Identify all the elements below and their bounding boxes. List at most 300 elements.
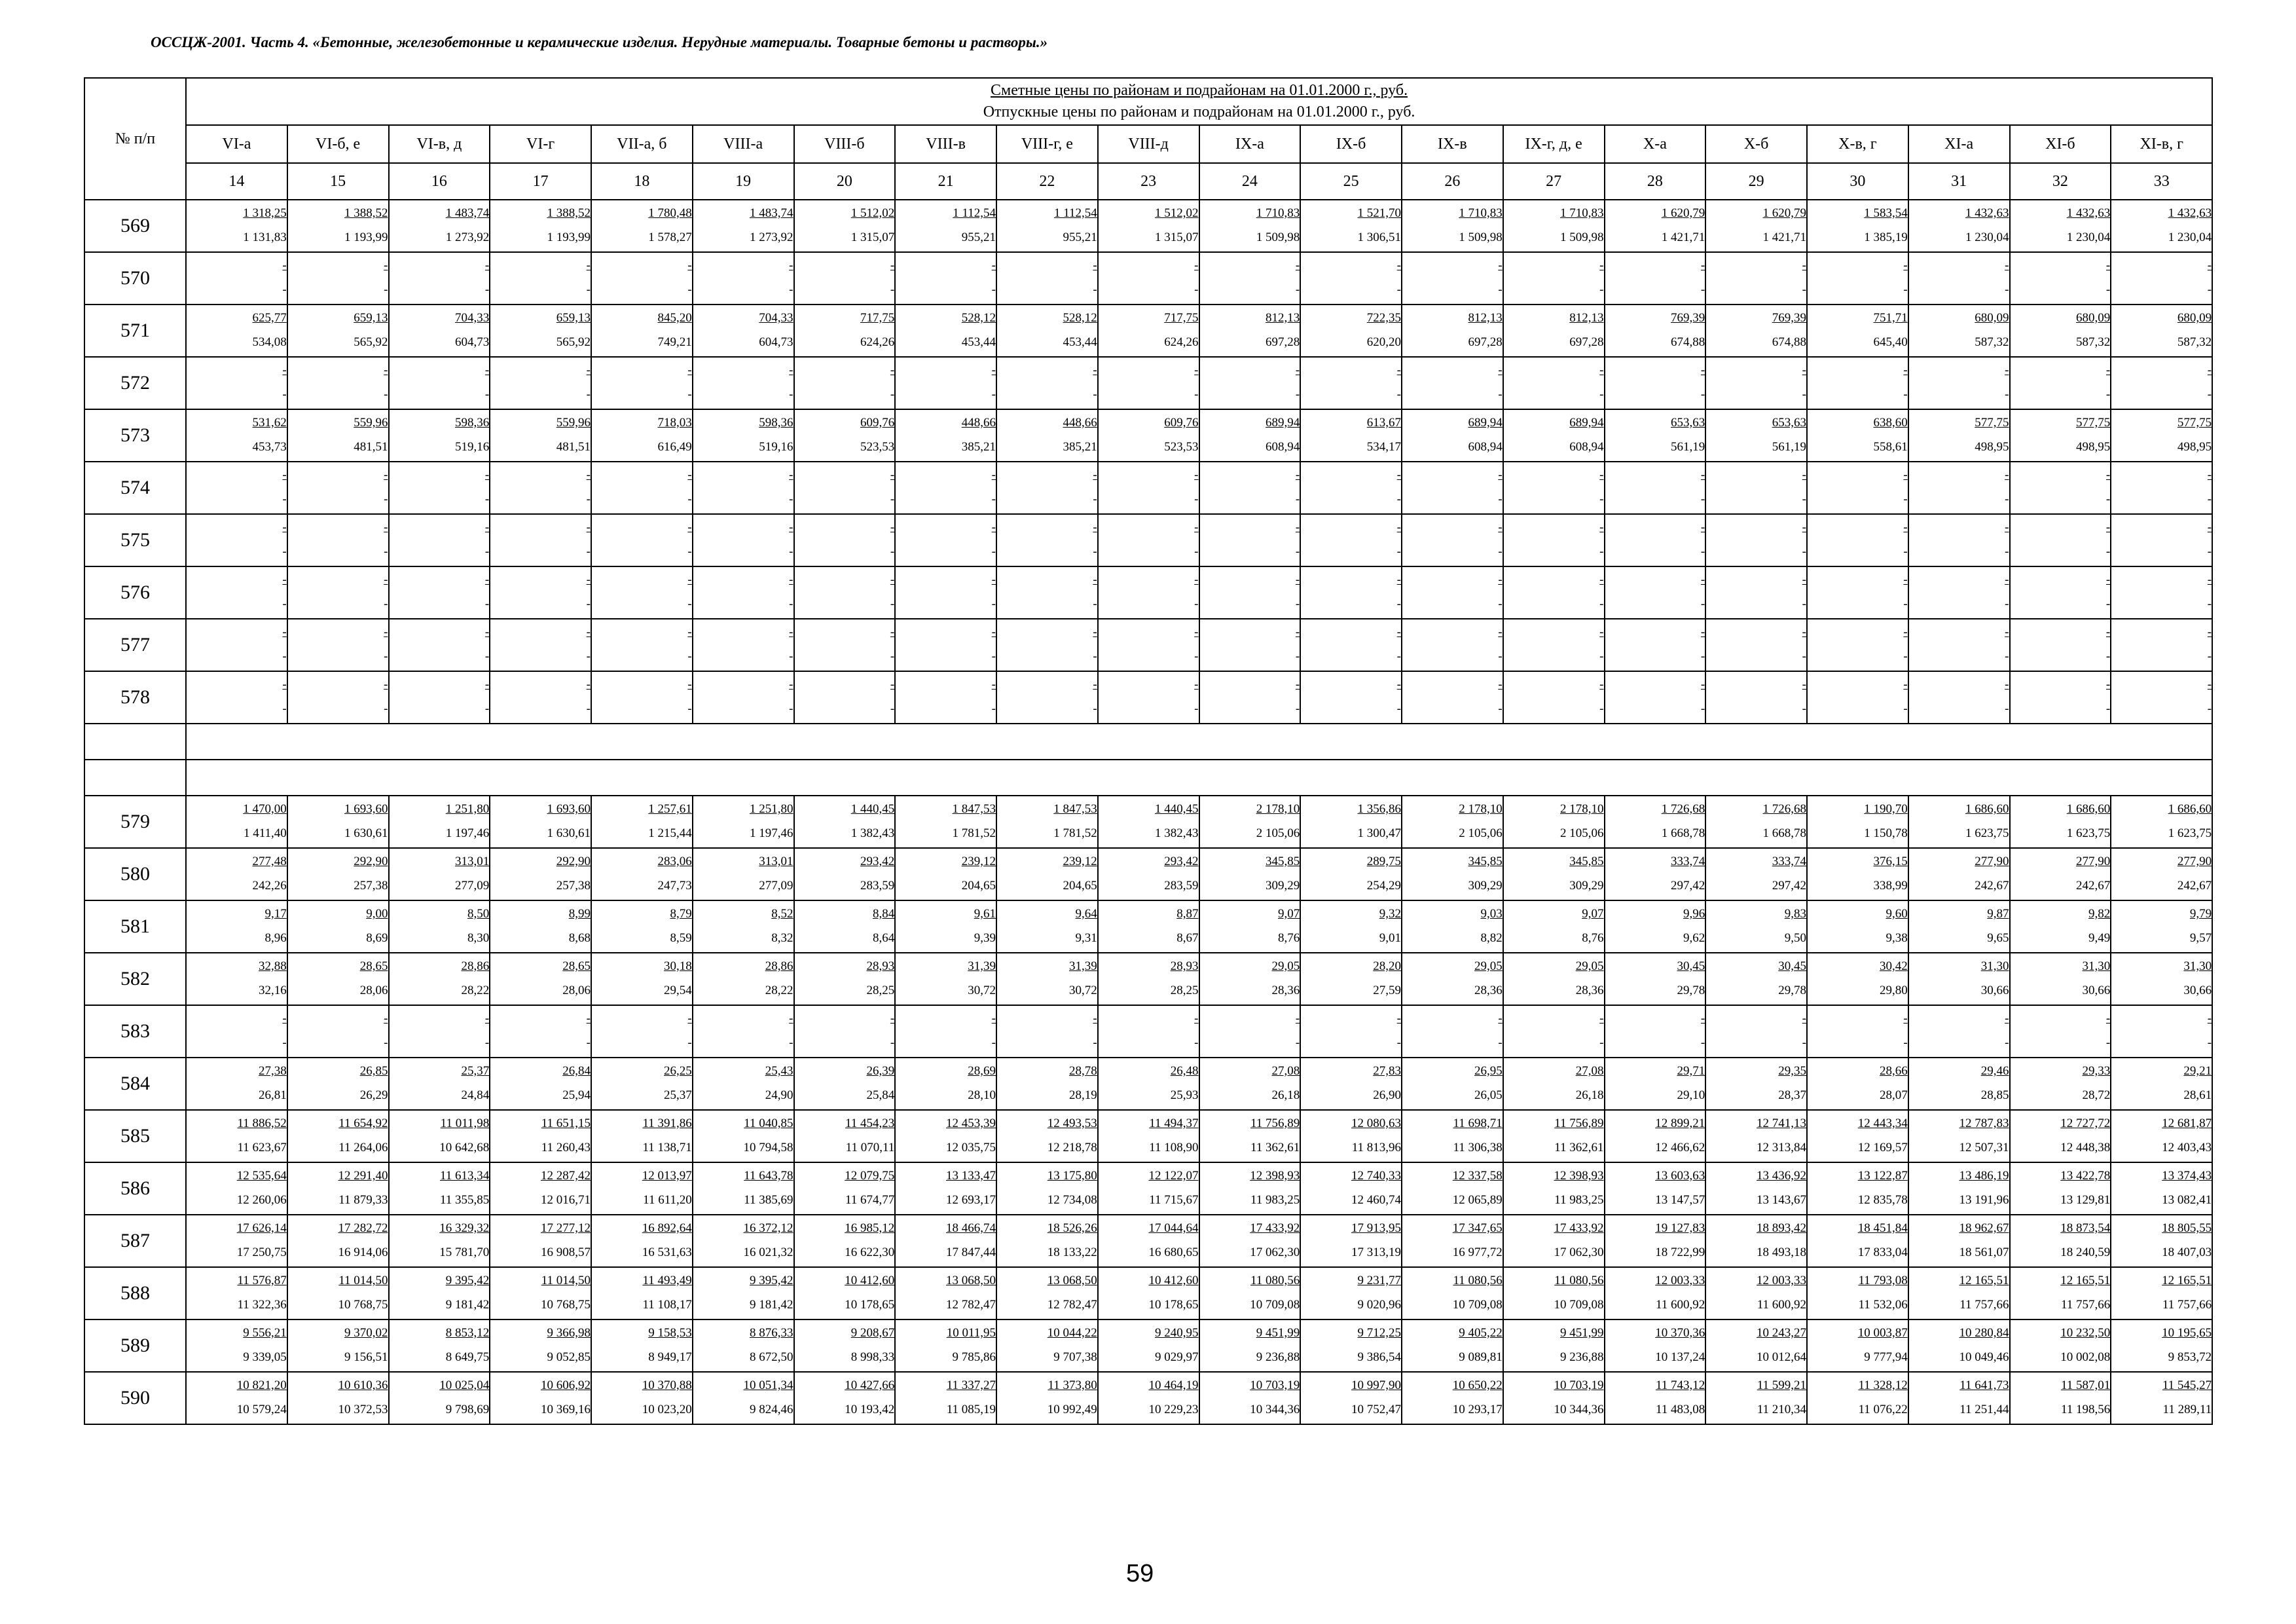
estimate-price: 10 280,84: [1959, 1326, 2009, 1340]
price-cell: [1300, 1215, 1402, 1267]
price-cell: [1098, 900, 1199, 953]
estimate-price: 18 526,26: [1047, 1221, 1097, 1235]
release-price: 561,19: [1671, 440, 1705, 454]
estimate-price: -: [1498, 259, 1503, 272]
price-cell: [1908, 200, 2010, 252]
estimate-price: 10 703,19: [1554, 1378, 1604, 1392]
release-price: 12 693,17: [946, 1193, 996, 1207]
estimate-price: -: [384, 678, 388, 692]
table-row: [84, 1110, 2212, 1162]
row-number: 577: [84, 619, 186, 671]
estimate-price: 11 576,87: [237, 1274, 287, 1287]
release-price: 10 768,75: [541, 1298, 591, 1312]
release-price: 11 600,92: [1757, 1298, 1806, 1312]
estimate-price: 9 395,42: [750, 1274, 793, 1287]
release-price: 11 757,66: [2162, 1298, 2212, 1312]
price-cell: [1605, 796, 1706, 848]
price-cell: [1199, 1005, 1301, 1058]
estimate-price: 9 158,53: [648, 1326, 692, 1340]
estimate-price: 1 388,52: [344, 206, 388, 220]
price-cell: [1300, 409, 1402, 462]
release-price: -: [890, 545, 895, 559]
price-cell: [693, 409, 794, 462]
release-price: -: [991, 1036, 996, 1050]
price-cell: [1705, 514, 1807, 566]
price-cell: [1199, 514, 1301, 566]
region-header: VII-а, б: [591, 125, 693, 163]
price-cell: [996, 796, 1098, 848]
price-cell: [1503, 514, 1605, 566]
release-price: 498,95: [1975, 440, 2009, 454]
price-cell: [1300, 566, 1402, 619]
estimate-price: -: [1498, 625, 1503, 639]
release-price: 558,61: [1873, 440, 1908, 454]
estimate-price: 1 693,60: [344, 802, 388, 816]
price-cell: [2111, 1005, 2212, 1058]
region-header: X-в, г: [1807, 125, 1908, 163]
estimate-price: 11 014,50: [541, 1274, 591, 1287]
estimate-price: -: [1599, 1012, 1604, 1025]
price-cell: [287, 953, 389, 1005]
release-price: -: [1700, 283, 1705, 297]
release-price: 11 532,06: [1858, 1298, 1908, 1312]
price-cell: [186, 304, 287, 357]
estimate-price: 718,03: [657, 416, 692, 430]
estimate-price: 717,75: [860, 311, 895, 325]
price-cell: [1605, 1162, 1706, 1215]
price-cell: [794, 1320, 896, 1372]
estimate-price: -: [1295, 625, 1300, 639]
row-number: 580: [84, 848, 186, 900]
price-cell: [1199, 1320, 1301, 1372]
release-price: -: [586, 650, 591, 663]
price-cell: [895, 566, 996, 619]
region-header: VI-б, е: [287, 125, 389, 163]
estimate-price: 313,01: [455, 855, 490, 868]
estimate-price: 29,05: [1271, 959, 1300, 973]
price-cell: [996, 900, 1098, 953]
price-cell: [996, 1372, 1098, 1424]
estimate-price: -: [1498, 573, 1503, 587]
estimate-price: 11 454,23: [845, 1116, 895, 1130]
price-cell: [1705, 200, 1807, 252]
estimate-price: -: [484, 678, 490, 692]
estimate-price: 13 133,47: [946, 1169, 996, 1183]
estimate-price: 812,13: [1468, 311, 1503, 325]
table-row: [84, 357, 2212, 409]
estimate-price: 9,03: [1480, 907, 1503, 921]
release-price: -: [789, 545, 793, 559]
estimate-price: 13 068,50: [946, 1274, 996, 1287]
price-cell: [1199, 1215, 1301, 1267]
release-price: -: [2005, 388, 2009, 401]
release-price: 28,61: [2183, 1088, 2212, 1102]
price-cell: [1503, 1005, 1605, 1058]
estimate-price: 769,39: [1772, 311, 1806, 325]
price-cell: [1605, 304, 1706, 357]
estimate-price: 1 112,54: [953, 206, 996, 220]
estimate-price: -: [384, 1012, 388, 1025]
release-price: -: [1295, 1036, 1300, 1050]
estimate-price: -: [1295, 1012, 1300, 1025]
price-cell: [1300, 514, 1402, 566]
price-cell: [1300, 357, 1402, 409]
release-price: 1 230,04: [2066, 231, 2111, 244]
release-price: 9 386,54: [1357, 1350, 1401, 1364]
price-cell: [1402, 953, 1503, 1005]
release-price: -: [1194, 283, 1199, 297]
release-price: 697,28: [1266, 335, 1300, 349]
estimate-price: -: [282, 1012, 287, 1025]
release-price: 1 509,98: [1256, 231, 1300, 244]
release-price: 10 709,08: [1250, 1298, 1300, 1312]
price-cell: [1199, 1162, 1301, 1215]
estimate-price: 680,09: [2076, 311, 2111, 325]
price-cell: [287, 514, 389, 566]
release-price: -: [1802, 650, 1806, 663]
estimate-price: -: [1599, 259, 1604, 272]
estimate-price: 9,07: [1582, 907, 1604, 921]
estimate-price: 9,17: [264, 907, 287, 921]
release-price: -: [1498, 597, 1503, 611]
release-price: 13 143,67: [1757, 1193, 1806, 1207]
release-price: -: [282, 702, 287, 716]
release-price: 309,29: [1266, 879, 1300, 893]
estimate-price: -: [1194, 573, 1199, 587]
column-number: 14: [186, 163, 287, 200]
estimate-price: -: [1903, 1012, 1908, 1025]
release-price: 11 210,34: [1757, 1403, 1806, 1416]
estimate-price: 653,63: [1772, 416, 1806, 430]
price-cell: [1098, 848, 1199, 900]
estimate-price: 559,96: [556, 416, 591, 430]
estimate-price: 11 373,80: [1048, 1378, 1097, 1392]
estimate-price: -: [2005, 468, 2009, 482]
estimate-price: -: [890, 678, 895, 692]
estimate-price: -: [2105, 625, 2111, 639]
estimate-price: 31,30: [1980, 959, 2009, 973]
release-price: -: [282, 597, 287, 611]
price-cell: [1605, 1110, 1706, 1162]
release-price: 28,22: [765, 984, 793, 997]
release-price: 1 230,04: [1965, 231, 2009, 244]
price-cell: [693, 671, 794, 724]
estimate-price: -: [687, 521, 692, 534]
price-cell: [2111, 1372, 2212, 1424]
estimate-price: -: [2207, 468, 2212, 482]
release-price: 8,59: [670, 931, 692, 945]
release-price: -: [2005, 650, 2009, 663]
price-cell: [1199, 1267, 1301, 1320]
estimate-price: 12 165,51: [2060, 1274, 2111, 1287]
price-cell: [1402, 1110, 1503, 1162]
release-price: 10 992,49: [1047, 1403, 1097, 1416]
estimate-price: 11 613,34: [439, 1169, 490, 1183]
price-cell: [1199, 566, 1301, 619]
price-cell: [490, 619, 591, 671]
price-cell: [1908, 900, 2010, 953]
release-price: 29,78: [1677, 984, 1705, 997]
price-cell: [1503, 1058, 1605, 1110]
release-price: 1 230,04: [2168, 231, 2212, 244]
price-cell: [1807, 671, 1908, 724]
estimate-price: -: [586, 1012, 591, 1025]
estimate-price: 28,93: [1170, 959, 1199, 973]
release-price: 8 672,50: [750, 1350, 793, 1364]
estimate-price: 11 651,15: [541, 1116, 591, 1130]
price-cell: [287, 796, 389, 848]
release-price: 29,10: [1677, 1088, 1705, 1102]
price-cell: [1503, 1110, 1605, 1162]
price-cell: [591, 953, 693, 1005]
price-cell: [2111, 1162, 2212, 1215]
release-price: -: [1194, 1036, 1199, 1050]
release-price: 1 630,61: [344, 826, 388, 840]
price-cell: [2111, 200, 2212, 252]
release-price: -: [1903, 545, 1908, 559]
estimate-price: 10 997,90: [1351, 1378, 1401, 1392]
estimate-price: 27,38: [259, 1064, 287, 1078]
estimate-price: -: [384, 363, 388, 377]
estimate-price: 12 535,64: [236, 1169, 287, 1183]
price-cell: [389, 1215, 490, 1267]
estimate-price: 12 079,75: [845, 1169, 895, 1183]
price-cell: [895, 796, 996, 848]
release-price: -: [1903, 388, 1908, 401]
estimate-price: 27,83: [1373, 1064, 1401, 1078]
estimate-price: -: [1295, 363, 1300, 377]
table-row: [84, 953, 2212, 1005]
price-cell: [1908, 796, 2010, 848]
release-price: -: [1498, 492, 1503, 506]
estimate-price: -: [384, 573, 388, 587]
release-price: 697,28: [1468, 335, 1503, 349]
estimate-price: 277,48: [252, 855, 287, 868]
price-cell: [794, 409, 896, 462]
price-cell: [1908, 1162, 2010, 1215]
estimate-price: 9 405,22: [1459, 1326, 1503, 1340]
price-cell: [1098, 796, 1199, 848]
price-cell: [2010, 566, 2111, 619]
estimate-price: 333,74: [1671, 855, 1705, 868]
price-cell: [490, 252, 591, 304]
release-price: 608,94: [1266, 440, 1300, 454]
release-price: -: [586, 702, 591, 716]
price-cell: [1705, 671, 1807, 724]
release-price: 587,32: [2076, 335, 2111, 349]
estimate-price: 11 698,71: [1453, 1116, 1503, 1130]
price-cell: [693, 357, 794, 409]
price-cell: [996, 566, 1098, 619]
estimate-price: -: [1700, 363, 1705, 377]
estimate-price: -: [789, 521, 793, 534]
price-cell: [186, 462, 287, 514]
price-cell: [490, 357, 591, 409]
price-cell: [1402, 566, 1503, 619]
price-cell: [895, 848, 996, 900]
release-price: 29,78: [1778, 984, 1806, 997]
estimate-price: 1 686,60: [1965, 802, 2009, 816]
estimate-price: -: [282, 521, 287, 534]
estimate-price: 277,90: [1975, 855, 2009, 868]
price-cell: [1402, 1215, 1503, 1267]
price-cell: [591, 304, 693, 357]
price-cell: [1705, 848, 1807, 900]
estimate-price: 28,78: [1069, 1064, 1097, 1078]
estimate-price: 9,32: [1379, 907, 1401, 921]
region-header: VIII-в: [895, 125, 996, 163]
price-cell: [895, 1320, 996, 1372]
release-price: 11 715,67: [1149, 1193, 1199, 1207]
release-price: 247,73: [657, 879, 692, 893]
row-number: 584: [84, 1058, 186, 1110]
estimate-price: -: [991, 363, 996, 377]
estimate-price: -: [2005, 259, 2009, 272]
price-cell: [186, 619, 287, 671]
release-price: 11 198,56: [2060, 1403, 2111, 1416]
price-cell: [1098, 409, 1199, 462]
price-cell: [2010, 953, 2111, 1005]
release-price: -: [1295, 545, 1300, 559]
price-cell: [490, 1215, 591, 1267]
price-cell: [1402, 619, 1503, 671]
release-price: 1 623,75: [2066, 826, 2111, 840]
release-price: -: [1903, 597, 1908, 611]
release-price: 18 407,03: [2162, 1246, 2212, 1259]
release-price: -: [991, 388, 996, 401]
price-cell: [2111, 1110, 2212, 1162]
release-price: -: [1498, 702, 1503, 716]
release-price: -: [1599, 1036, 1604, 1050]
price-cell: [490, 566, 591, 619]
price-cell: [1402, 796, 1503, 848]
estimate-price: 17 626,14: [236, 1221, 287, 1235]
release-price: -: [1802, 283, 1806, 297]
estimate-price: -: [1194, 521, 1199, 534]
price-cell: [1705, 566, 1807, 619]
estimate-price: -: [484, 259, 490, 272]
release-price: 12 835,78: [1857, 1193, 1908, 1207]
estimate-price: -: [1093, 521, 1097, 534]
estimate-price: -: [2105, 468, 2111, 482]
release-price: -: [2105, 1036, 2111, 1050]
release-price: -: [2005, 597, 2009, 611]
price-cell: [1199, 200, 1301, 252]
price-cell: [2111, 357, 2212, 409]
release-price: -: [586, 388, 591, 401]
release-price: 11 757,66: [1959, 1298, 2009, 1312]
price-cell: [1199, 304, 1301, 357]
estimate-price: -: [1700, 625, 1705, 639]
estimate-price: 28,65: [359, 959, 388, 973]
estimate-price: -: [1194, 468, 1199, 482]
estimate-price: 17 347,65: [1452, 1221, 1503, 1235]
release-price: 28,19: [1069, 1088, 1097, 1102]
release-price: 1 273,92: [445, 231, 490, 244]
price-cell: [1503, 566, 1605, 619]
release-price: -: [2105, 388, 2111, 401]
price-cell: [1705, 796, 1807, 848]
estimate-price: -: [789, 259, 793, 272]
price-cell: [1605, 848, 1706, 900]
release-price: 8,30: [467, 931, 490, 945]
estimate-price: -: [2005, 678, 2009, 692]
price-cell: [895, 953, 996, 1005]
price-cell: [1300, 619, 1402, 671]
estimate-price: -: [1396, 521, 1401, 534]
release-price: -: [1295, 388, 1300, 401]
estimate-price: -: [687, 1012, 692, 1025]
price-cell: [1300, 1372, 1402, 1424]
price-cell: [287, 1267, 389, 1320]
price-cell: [1402, 357, 1503, 409]
estimate-price: 1 440,45: [850, 802, 895, 816]
estimate-price: 16 372,12: [743, 1221, 793, 1235]
release-price: 18 561,07: [1959, 1246, 2009, 1259]
price-cell: [1098, 1110, 1199, 1162]
release-price: -: [991, 702, 996, 716]
estimate-price: -: [282, 625, 287, 639]
price-cell: [591, 409, 693, 462]
estimate-price: 1 726,68: [1762, 802, 1806, 816]
release-price: -: [586, 1036, 591, 1050]
price-cell: [287, 1110, 389, 1162]
estimate-price: -: [2005, 1012, 2009, 1025]
estimate-price: 11 337,27: [946, 1378, 996, 1392]
release-price: 9,31: [1075, 931, 1097, 945]
price-cell: [1908, 1320, 2010, 1372]
price-cell: [693, 200, 794, 252]
estimate-price: 28,93: [866, 959, 895, 973]
estimate-price: 1 710,83: [1459, 206, 1503, 220]
estimate-price: 27,08: [1271, 1064, 1300, 1078]
estimate-price: 11 328,12: [1858, 1378, 1908, 1392]
estimate-price: 531,62: [252, 416, 287, 430]
release-price: 12 460,74: [1351, 1193, 1401, 1207]
column-number: 31: [1908, 163, 2010, 200]
price-cell: [389, 1267, 490, 1320]
price-cell: [693, 1267, 794, 1320]
price-cell: [591, 671, 693, 724]
estimate-price: 26,39: [866, 1064, 895, 1078]
estimate-prices-title: Сметные цены по районам и подрайонам на 01.01.2000 г., руб.: [991, 82, 1408, 99]
price-cell: [1402, 409, 1503, 462]
estimate-price: 1 470,00: [243, 802, 287, 816]
release-price: 1 411,40: [243, 826, 287, 840]
release-price: 10 344,36: [1250, 1403, 1300, 1416]
separator-cell: [186, 724, 2212, 760]
release-price: 1 623,75: [2168, 826, 2212, 840]
estimate-price: -: [282, 573, 287, 587]
row-number: 583: [84, 1005, 186, 1058]
release-price: 11 983,25: [1554, 1193, 1604, 1207]
estimate-price: 289,75: [1366, 855, 1401, 868]
estimate-price: 29,71: [1677, 1064, 1705, 1078]
estimate-price: -: [1903, 625, 1908, 639]
price-cell: [1605, 566, 1706, 619]
estimate-price: 25,37: [461, 1064, 490, 1078]
price-cell: [389, 252, 490, 304]
release-price: 26,90: [1373, 1088, 1401, 1102]
release-price: 9,65: [1987, 931, 2009, 945]
price-cell: [996, 357, 1098, 409]
price-cell: [1705, 1267, 1807, 1320]
estimate-price: 12 398,93: [1554, 1169, 1604, 1183]
price-cell: [1705, 304, 1807, 357]
estimate-price: -: [789, 468, 793, 482]
release-price: 1 623,75: [1965, 826, 2009, 840]
estimate-price: 26,25: [664, 1064, 692, 1078]
